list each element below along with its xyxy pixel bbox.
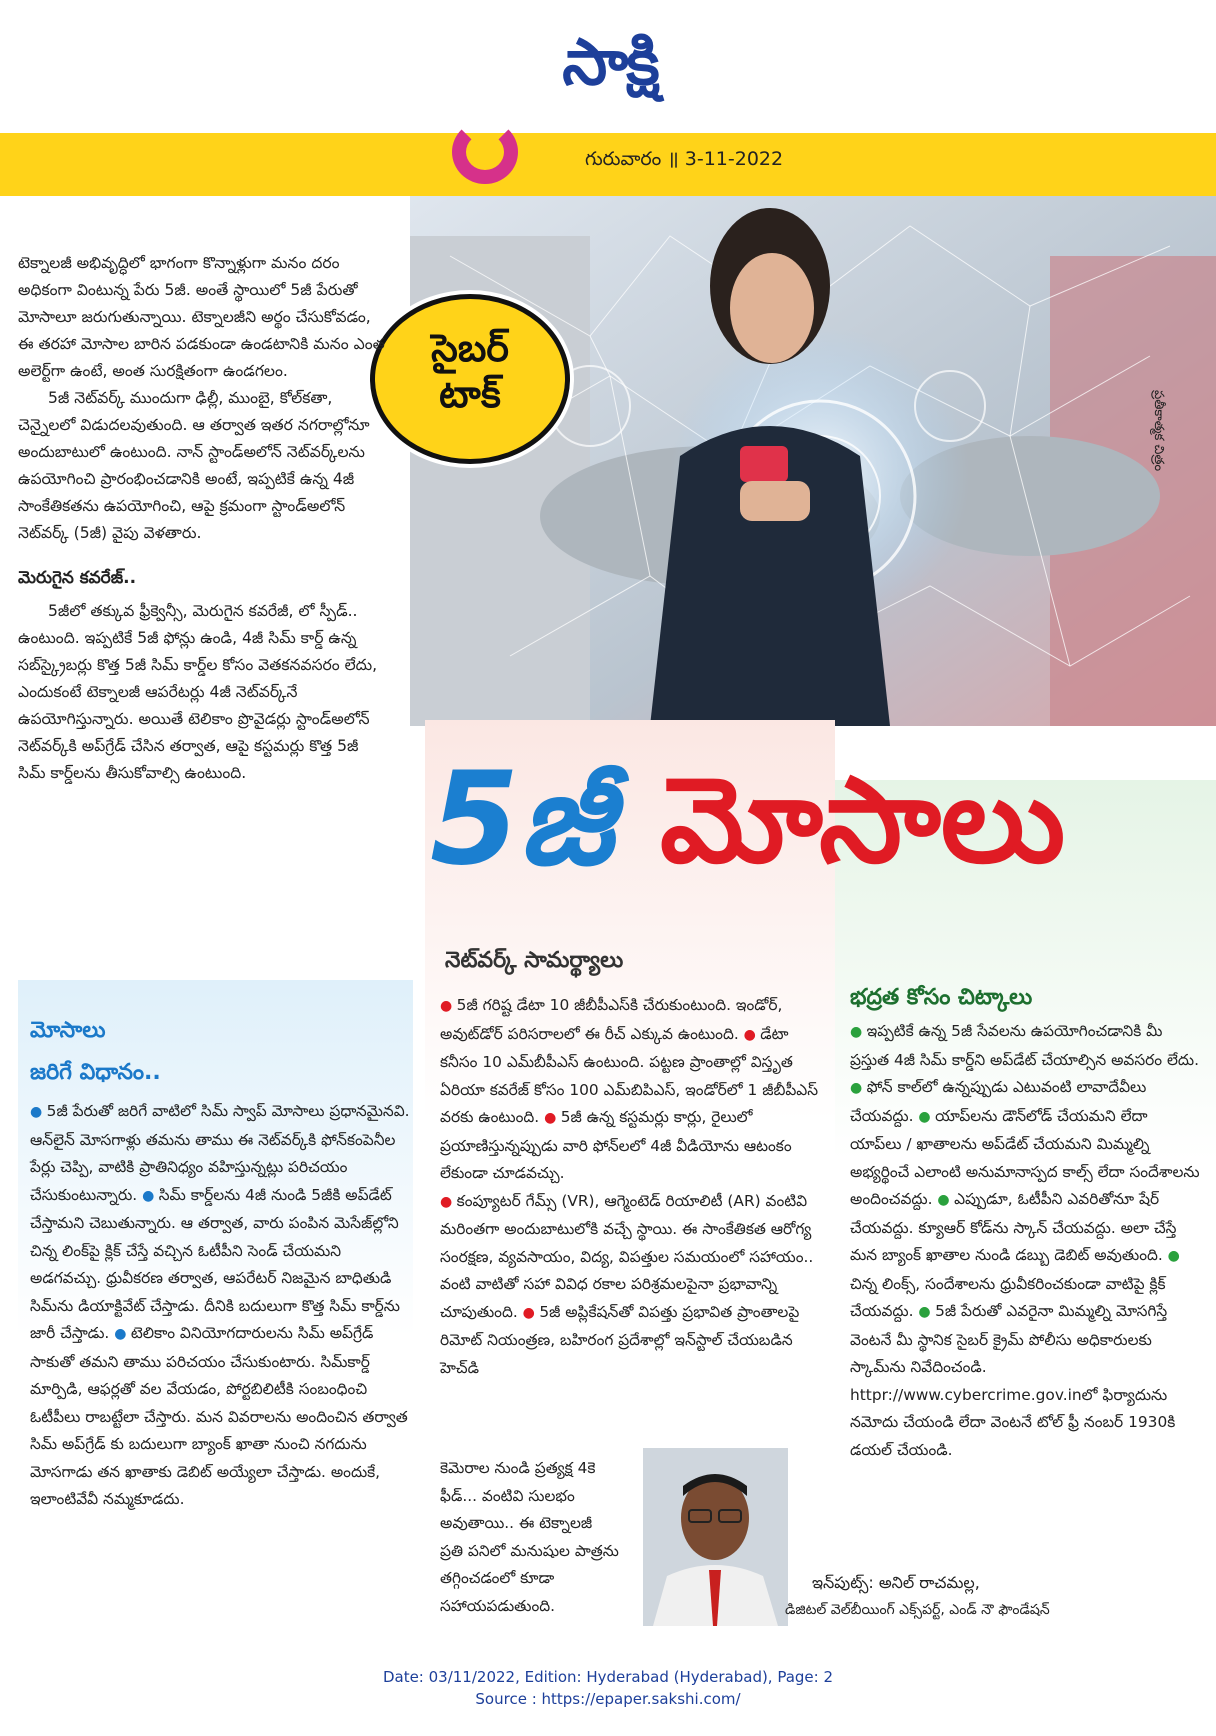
intro-paragraph-2: 5జీ నెట్‌వర్క్‌ ముందుగా ఢిల్లీ, ముంబై, కోల్‌కతా, చెన్నైలలో విడుదలవుతుంది. ఆ తర్వాత ఇతర నగరాల్లోనూ అందుబాటులో ఉంటుంది. నాన్‌ స్టాండ్‌అలోన్‌ నెట్‌వర్క్‌లను ఉపయోగించి ప్రారంభించడానికి అంటే, ఇప్పటికే ఉన్న 4జీ సాంకేతికతను ఉపయోగించి, ఆపై క్రమంగా స్టాండ్‌అలోన్‌ నెట్‌వర్క్‌ (5జీ) వైపు వెళతారు. <box>18 389 370 542</box>
main-headline <box>430 745 1210 925</box>
expert-photo <box>643 1448 788 1626</box>
bullet-icon: ● <box>850 1080 867 1096</box>
issue-date: గురువారం ॥ 3-11-2022 <box>585 148 784 170</box>
bullet-icon: ● <box>918 1108 936 1125</box>
photo-credit: ప్రతీకాత్మక చిత్రం <box>1151 390 1166 472</box>
bullet-icon: ● <box>544 1110 561 1126</box>
bullet-icon: ● <box>522 1304 540 1321</box>
bullet-icon: ● <box>1167 1248 1180 1264</box>
network-item: ● కంప్యూటర్‌ గేమ్స్‌ (VR), ఆగ్మెంటెడ్‌ రియాలిటీ (AR) వంటివి మరింతగా అందుబాటులోకి వచ్చే స్థాయి. ఈ సాంకేతికత ఆరోగ్య సంరక్షణ, వ్యవసాయం, విద్య, విపత్తుల సమయంలో సహాయం.. వంటి వాటితో సహా వివిధ రకాల పరిశ్రమలపైనా ప్రభావాన్ని చూపుతుంది. ● 5జీ అప్లికేషన్‌తో విపత్తు ప్రభావిత ప్రాంతాలపై రిమోట్‌ నియంత్రణ, బహిరంగ ప్రదేశాల్లో ఇన్‌స్టాల్‌ చేయబడిన హెచ్‌డి <box>440 1191 814 1377</box>
bullet-icon: ● <box>850 1024 867 1040</box>
hero-illustration <box>410 196 1216 726</box>
bullet-icon: ● <box>743 1026 761 1043</box>
section-badge <box>370 294 570 464</box>
intro-subhead: మెరుగైన కవరేజ్‌.. <box>18 568 137 588</box>
intro-paragraph-3: 5జీలో తక్కువ ఫ్రీక్వెన్సీ, మెరుగైన కవరేజీ, లో స్పీడ్‌.. ఉంటుంది. ఇప్పటికే 5జీ ఫోన్లు ఉండి, 4జీ సిమ్‌ కార్డ్‌ ఉన్న సబ్‌స్క్రైబర్లు కొత్త 5జీ సిమ్‌ కార్డ్‌ల కోసం వెతకనవసరం లేదు, ఎందుకంటే టెక్నాలజీ ఆపరేటర్లు 4జీ నెట్‌వర్క్‌నే ఉపయోగిస్తున్నారు. అయితే టెలికాం ప్రొవైడర్లు స్టాండ్‌అలోన్‌ నెట్‌వర్క్‌కి అప్‌గ్రేడ్‌ చేసిన తర్వాత, ఆపై కస్టమర్లు కొత్త 5జీ సిమ్‌ కార్డ్‌లను తీసుకోవాల్సి ఉంటుంది. <box>18 602 378 782</box>
intro-column <box>18 250 388 787</box>
bullet-icon: ● <box>142 1187 159 1204</box>
safety-body <box>850 1018 1200 1464</box>
network-tail: కెమెరాల నుండి ప్రత్యక్ష 4కె ఫీడ్‌... వంటివి సులభం అవుతాయి.. ఈ టెక్నాలజీ ప్రతి పనిలో మనుషుల పాత్రను తగ్గించడంలో కూడా సహాయపడుతుంది. <box>440 1459 619 1615</box>
badge-line-1: సైబర్ <box>431 326 509 370</box>
bullet-icon: ● <box>440 998 457 1014</box>
fraud-heading-line-1: మోసాలు <box>30 1018 106 1043</box>
portrait-illustration <box>643 1448 788 1626</box>
safety-item: ● ఇప్పటికే ఉన్న 5జీ సేవలను ఉపయోగించడానికి మీ ప్రస్తుత 4జీ సిమ్‌ కార్డ్‌ని అప్‌డేట్‌ చేయాల్సిన అవసరం లేదు. ● ఫోన్‌ కాల్‌లో ఉన్నప్పుడు ఎటువంటి లావాదేవీలు చేయవద్దు. ● యాప్‌లను డౌన్‌లోడ్‌ చేయమని లేదా యాప్‌లు / ఖాతాలను అప్‌డేట్‌ చేయమని మిమ్మల్ని అభ్యర్థించే ఎలాంటి అనుమానాస్పద కాల్స్‌ లేదా సందేశాలను అందించవద్దు. ● ఎప్పుడూ, ఓటీపీని ఎవరితోనూ షేర్‌ చేయవద్దు. క్యూఆర్‌ కోడ్‌ను స్కాన్‌ చేయవద్దు. అలా చేస్తే మన బ్యాంక్‌ ఖాతాల నుండి డబ్బు డెబిట్‌ అవుతుంది. ● చిన్న లింక్స్, సందేశాలను ధ్రువీకరించకుండా వాటిపై క్లిక్‌ చేయవద్దు. ● 5జీ పేరుతో ఎవరైనా మిమ్మల్ని మోసగిస్తే వెంటనే మీ స్థానిక సైబర్‌ క్రైమ్‌ పోలీసు అధికారులకు స్కామ్‌ను నివేదించండి. <box>850 1022 1200 1376</box>
input-credit: ఇన్‌పుట్స్‌: అనిల్‌ రాచమల్ల, <box>812 1573 980 1592</box>
network-body <box>440 992 825 1382</box>
network-item: ● 5జీ గరిష్ట డేటా 10 జీబీపీఎస్‌కి చేరుకుంటుంది. ఇండోర్, అవుట్‌డోర్‌ పరిసరాలలో ఈ రీచ్‌ ఎక్కువ ఉంటుంది. ● డేటా కనీసం 10 ఎమ్‌బీపీఎస్‌ ఉంటుంది. పట్టణ ప్రాంతాల్లో విస్తృత ఏరియా కవరేజ్‌ కోసం 100 ఎమ్‌బిపిఎస్, ఇండోర్‌లో 1 జీబీపీఎస్‌ వరకు ఉంటుంది. ● 5జీ ఉన్న కస్టమర్లు కార్లు, రైలులో ప్రయాణిస్తున్నప్పుడు వారి ఫోన్‌లలో 4జీ వీడియోను ఆటంకం లేకుండా చూడవచ్చు. <box>440 996 819 1182</box>
badge-line-2: టాక్ <box>439 372 501 416</box>
section-logo-mark <box>452 120 518 184</box>
headline-frauds: మోసాలు <box>660 751 1066 889</box>
bullet-icon: ● <box>440 1193 457 1210</box>
safety-heading: భద్రత కోసం చిట్కాలు <box>850 985 1033 1010</box>
intro-paragraph-1: టెక్నాలజీ అభివృద్ధిలో భాగంగా కొన్నాళ్లుగా మనం దరం అధికంగా వింటున్న పేరు 5జీ. అంతే స్థాయిలో 5జీ పేరుతో మోసాలూ జరుగుతున్నాయి. టెక్నాలజీని అర్థం చేసుకోవడం, ఈ తరహా మోసాల బారిన పడకుండా ఉండటానికి మనం ఎంత అలెర్ట్‌గా ఉంటే, అంత సురక్షితంగా ఉండగలం. <box>18 254 385 380</box>
headline-5g: 5జీ <box>430 745 613 894</box>
fraud-item: ● 5జీ పేరుతో జరిగే వాటిలో సిమ్‌ స్వాప్‌ మోసాలు ప్రధానమైనవి. ఆన్‌లైన్‌ మోసగాళ్లు తమను తాము ఈ నెట్‌వర్క్‌కి ఫోన్‌కంపెనీల పేర్లు చెప్పి, వాటికి ప్రాతినిధ్యం వహిస్తున్నట్లు పరిచయం చేసుకుంటున్నారు. ● సిమ్‌ కార్డ్‌లను 4జీ నుండి 5జీకి అప్‌డేట్‌ చేస్తామని చెబుతున్నారు. ఆ తర్వాత, వారు పంపిన మెసేజ్‌ల్లోని చిన్న లింక్‌పై క్లిక్‌ చేస్తే వచ్చిన ఓటీపీని సెండ్‌ చేయమని అడగవచ్చు. ధ్రువీకరణ తర్వాత, ఆపరేటర్‌ నిజమైన బాధితుడి సిమ్‌ను డియాక్టివేట్‌ చేస్తాడు. దీనికి బదులుగా కొత్త సిమ్‌ కార్డ్‌ను జారీ చేస్తాడు. ● టెలికాం వినియోగదారులను సిమ్‌ అప్‌గ్రేడ్‌ సాకుతో తమని తాము పరిచయం చేసుకుంటారు. సిమ్‌కార్డ్‌ మార్పిడి, ఆఫర్లతో వల వేయడం, పోర్టబిలిటీకి సంబంధించి ఓటీపీలు రాబట్టేలా చేస్తారు. మన వివరాలను అందించిన తర్వాత సిమ్‌ అప్‌గ్రేడ్‌ కు బదులుగా బ్యాంక్‌ ఖాతా నుంచి నగదును మోసగాడు తన ఖాతాకు డెబిట్‌ అయ్యేలా చేస్తాడు. అందుకే, ఇలాంటివేవీ నమ్మకూడదు. <box>30 1102 410 1508</box>
masthead-logo <box>505 18 715 108</box>
fraud-heading-line-2: జరిగే విధానం.. <box>30 1060 161 1085</box>
input-credit-role: డిజిటల్‌ వెల్‌బీయింగ్‌ ఎక్స్‌పర్ట్, ఎండ్‌ నౌ ఫౌండేషన్‌ <box>785 1602 1050 1618</box>
footer-source: Source : https://epaper.sakshi.com/ <box>475 1690 741 1708</box>
fraud-body <box>30 1098 410 1514</box>
bullet-icon: ● <box>30 1104 47 1120</box>
hero-photo <box>410 196 1216 726</box>
network-heading: నెట్‌వర్క్‌ సామర్థ్యాలు <box>445 948 624 973</box>
logo-text: సాక్షి <box>562 26 658 100</box>
bullet-icon: ● <box>937 1192 955 1208</box>
bullet-icon: ● <box>114 1326 131 1342</box>
safety-contact: httpr://www.cybercrime.gov.inలో ఫిర్యాదును నమోదు చేయండి లేదా వెంటనే టోల్‌ ఫ్రీ నంబర్‌ 1930కి డయల్‌ చేయండి. <box>850 1385 1176 1459</box>
footer-edition: Date: 03/11/2022, Edition: Hyderabad (Hyderabad), Page: 2 <box>382 1668 834 1686</box>
bullet-icon: ● <box>918 1304 936 1320</box>
fraud-heading <box>30 1010 161 1094</box>
